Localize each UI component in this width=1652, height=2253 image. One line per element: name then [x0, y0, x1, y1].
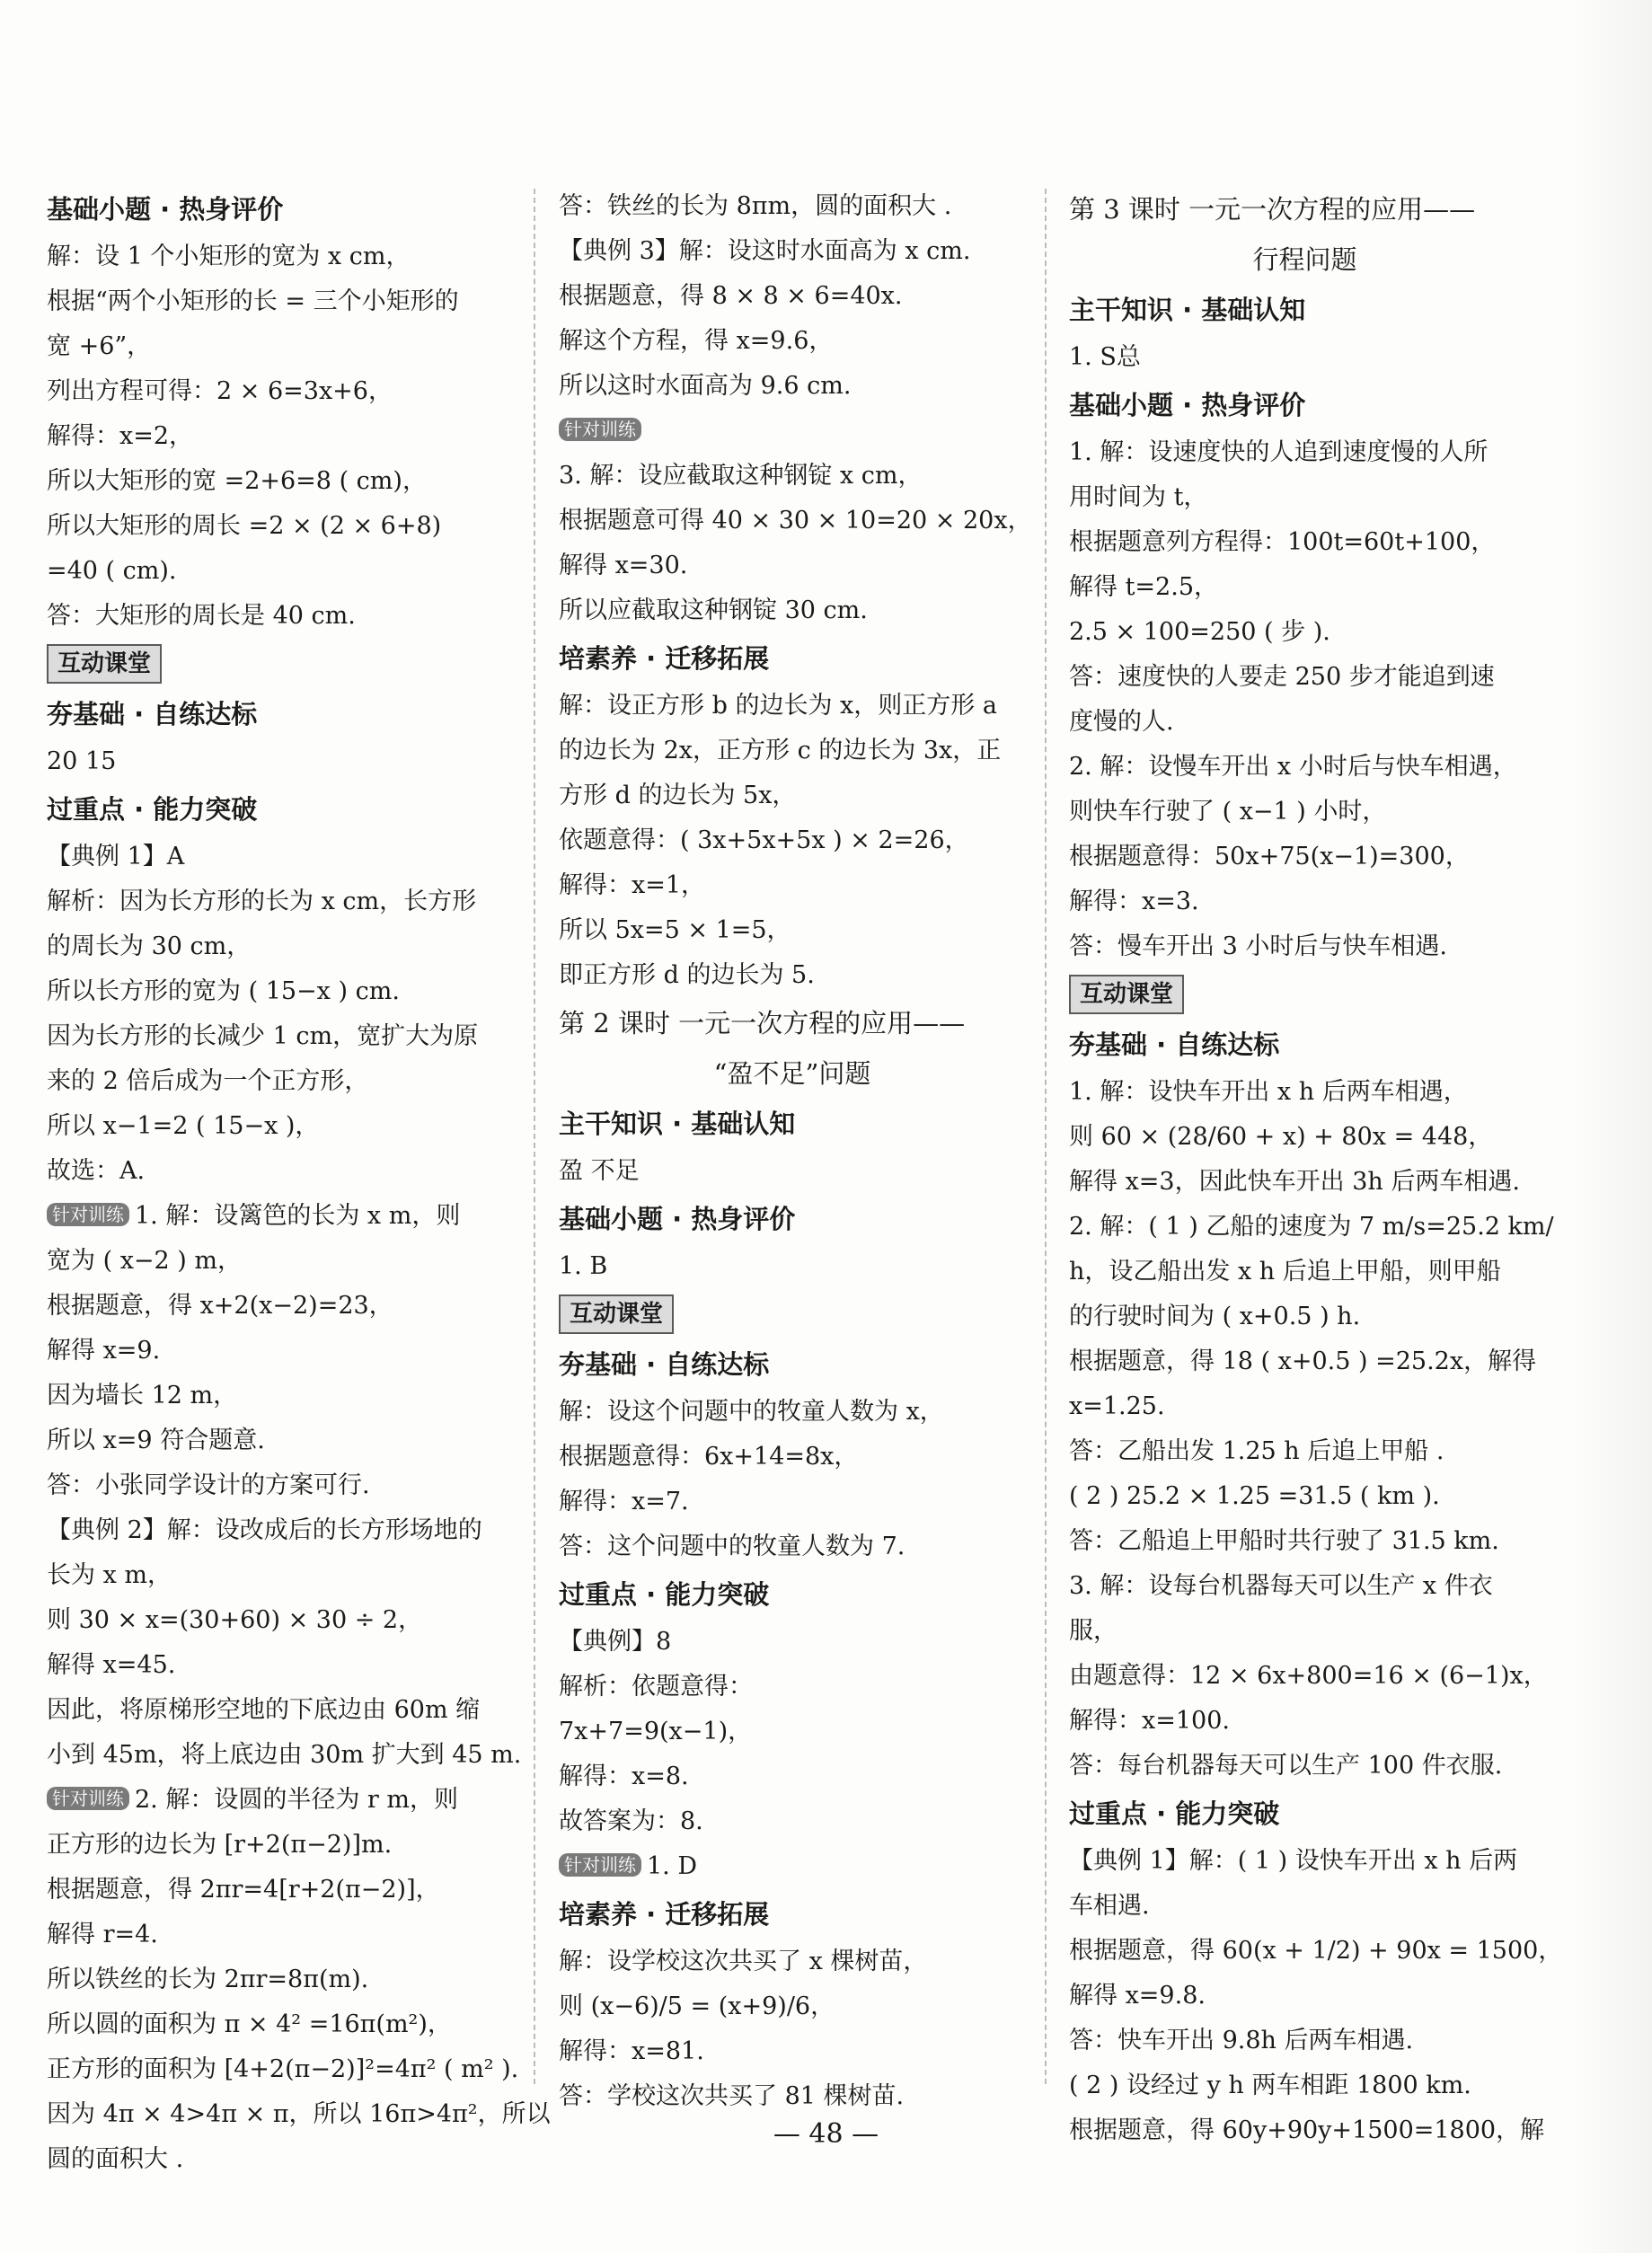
line-text: 小到 45m，将上底边由 30m 扩大到 45 m. [47, 1741, 522, 1769]
text-line [559, 274, 1026, 319]
text-line [559, 454, 1026, 499]
text-line [559, 1524, 1026, 1569]
text-line [47, 1957, 514, 2002]
line-text: 即正方形 d 的边长为 5. [559, 961, 815, 989]
line-text: 解：设这个问题中的牧童人数为 x， [559, 1398, 944, 1426]
line-text: ( 2 ) 设经过 y h 两车相距 1800 km. [1069, 2072, 1471, 2099]
line-text: 根据题意，得 x+2(x−2)=23， [47, 1292, 393, 1320]
text-line [47, 1778, 514, 1823]
line-text: 解析：因为长方形的长为 x cm，长方形 [47, 888, 477, 915]
text-line [559, 588, 1026, 633]
column-divider [534, 189, 535, 2084]
line-text: 所以圆的面积为 π × 4² =16π(m²)， [47, 2010, 452, 2038]
line-text: 答：每台机器每天可以生产 100 件衣服. [1069, 1752, 1503, 1780]
line-text: 圆的面积大 . [47, 2145, 184, 2173]
line-text: 的行驶时间为 ( x+0.5 ) h. [1069, 1303, 1361, 1330]
column-left [47, 184, 551, 2182]
line-text: 根据题意，得 60(x + 1/2) + 90x = 1500， [1069, 1937, 1563, 1965]
line-text: 列出方程可得：2 × 6=3x+6， [47, 377, 393, 405]
line-text: 答：乙船出发 1.25 h 后追上甲船 . [1069, 1437, 1444, 1465]
text-line [1069, 1699, 1541, 1744]
line-text: 1. 解：设速度快的人追到速度慢的人所 [1069, 438, 1489, 466]
line-text: 正方形的面积为 [4+2(π−2)]²=4π² ( m² ). [47, 2055, 519, 2083]
line-text: 服， [1069, 1617, 1118, 1645]
text-line [559, 684, 1026, 729]
text-line [559, 729, 1026, 773]
practice-tag: 针对训练 [559, 418, 641, 441]
text-line [559, 818, 1026, 863]
section-heading [559, 633, 1026, 684]
text-line [1069, 2019, 1541, 2063]
text-line [1069, 1609, 1541, 1654]
line-text: 根据题意得：50x+75(x−1)=300， [1069, 843, 1470, 870]
line-text: 来的 2 倍后成为一个正方形， [47, 1067, 369, 1095]
text-line [1069, 1250, 1541, 1294]
line-text: 所以 x=9 符合题意. [47, 1427, 265, 1454]
text-line [47, 1553, 514, 1598]
line-text: 依题意得：( 3x+5x+5x ) × 2=26， [559, 826, 969, 854]
practice-tag: 针对训练 [47, 1203, 129, 1226]
text-line [1069, 520, 1541, 565]
text-line [559, 364, 1026, 409]
line-text: 根据题意，得 2πr=4[r+2(π−2)]， [47, 1876, 440, 1904]
line-text: 答：铁丝的长为 8πm，圆的面积大 . [559, 192, 952, 220]
text-line [559, 543, 1026, 588]
line-text: 则 30 × x=(30+60) × 30 ÷ 2， [47, 1606, 423, 1634]
text-line [1069, 335, 1541, 380]
text-line [559, 2029, 1026, 2074]
line-text: 解得：x=7. [559, 1488, 689, 1515]
text-line [1069, 1384, 1541, 1429]
line-text: 解析：依题意得： [559, 1673, 753, 1701]
text-line [559, 1665, 1026, 1710]
text-line [559, 1754, 1026, 1799]
text-line [1069, 1474, 1541, 1519]
line-text: 所以铁丝的长为 2πr=8π(m). [47, 1966, 369, 1993]
line-text: 根据题意，得 60y+90y+1500=1800，解 [1069, 2116, 1545, 2144]
text-line [1069, 1339, 1541, 1384]
chapter-title [1069, 234, 1541, 285]
text-line [559, 1620, 1026, 1665]
line-text: 【典例 1】解：( 1 ) 设快车开出 x h 后两 [1069, 1847, 1518, 1875]
line-text: 1. D [647, 1852, 697, 1880]
line-text: 答：速度快的人要走 250 步才能追到速 [1069, 663, 1495, 691]
text-line [1069, 1884, 1541, 1929]
text-line [1069, 700, 1541, 745]
text-line [559, 1799, 1026, 1844]
line-text: 根据题意列方程得：100t=60t+100， [1069, 528, 1496, 556]
line-text: 答：慢车开出 3 小时后与快车相遇. [1069, 932, 1447, 960]
line-text: 解得：x=81. [559, 2037, 704, 2065]
line-text: 2. 解：设圆的半径为 r m，则 [135, 1786, 459, 1814]
text-line [47, 594, 514, 639]
text-line [47, 1643, 514, 1688]
column-divider [1045, 189, 1047, 2084]
line-text: 解得 x=45. [47, 1651, 176, 1679]
line-text: 解得 r=4. [47, 1921, 158, 1948]
section-heading [559, 1889, 1026, 1939]
chapter-title [559, 998, 1026, 1048]
text-line [47, 1014, 514, 1059]
chapter-title [1069, 184, 1541, 234]
text-line [1069, 1294, 1541, 1339]
line-text: ( 2 ) 25.2 × 1.25 =31.5 ( km ). [1069, 1482, 1440, 1510]
line-text: 答：这个问题中的牧童人数为 7. [559, 1533, 906, 1560]
line-text: 根据题意可得 40 × 30 × 10=20 × 20x， [559, 507, 1032, 535]
line-text: 夯基础 · 自练达标 [1069, 1029, 1280, 1060]
text-line [47, 279, 514, 324]
line-text: “盈不足”问题 [713, 1058, 871, 1089]
column-middle [559, 184, 1032, 2119]
section-banner [559, 1294, 674, 1334]
line-text: 基础小题 · 热身评价 [1069, 390, 1306, 420]
section-heading [559, 1339, 1026, 1390]
text-line [1069, 1974, 1541, 2019]
line-text: 解得：x=2， [47, 422, 194, 450]
section-heading [559, 1194, 1026, 1244]
line-text: 3. 解：设应截取这种钢锭 x cm， [559, 462, 923, 490]
line-text: 所以这时水面高为 9.6 cm. [559, 372, 852, 400]
text-line [47, 1733, 522, 1778]
line-text: 所以大矩形的周长 =2 × (2 × 6+8) [47, 512, 442, 540]
line-text: 所以长方形的宽为 ( 15−x ) cm. [47, 977, 400, 1005]
text-line [47, 969, 514, 1014]
line-text: 解得：x=3. [1069, 888, 1199, 915]
text-line [559, 953, 1026, 998]
text-line [1069, 2063, 1541, 2108]
line-text: 因为长方形的长减少 1 cm，宽扩大为原 [47, 1022, 479, 1050]
text-line [47, 1194, 514, 1239]
text-line [1069, 475, 1541, 520]
text-line [47, 324, 514, 369]
line-text: 过重点 · 能力突破 [47, 794, 258, 825]
text-line [559, 1984, 1026, 2029]
line-text: 答：快车开出 9.8h 后两车相遇. [1069, 2027, 1414, 2054]
line-text: 1. 解：设快车开出 x h 后两车相遇， [1069, 1078, 1468, 1106]
line-text: 行程问题 [1252, 244, 1357, 275]
text-line [47, 739, 514, 784]
line-text: 主干知识 · 基础认知 [559, 1109, 796, 1139]
line-text: 第 2 课时 一元一次方程的应用—— [559, 1008, 966, 1038]
line-text: 1. 解：设篱笆的长为 x m，则 [135, 1202, 461, 1230]
line-text: 培素养 · 迁移拓展 [559, 643, 770, 674]
line-text: 的边长为 2x，正方形 c 的边长为 3x，正 [559, 737, 1002, 764]
text-line [559, 1435, 1026, 1480]
line-text: x=1.25. [1069, 1392, 1165, 1420]
text-line [47, 1868, 514, 1913]
text-line [559, 1390, 1026, 1435]
text-line [559, 1244, 1026, 1289]
line-text: 解得 x=30. [559, 552, 688, 579]
text-line [1069, 1160, 1541, 1205]
text-line [1069, 924, 1541, 969]
line-text: 故选：A. [47, 1157, 146, 1185]
line-text: 所以 x−1=2 ( 15−x )， [47, 1112, 320, 1140]
text-line [47, 1823, 514, 1868]
text-line [559, 908, 1026, 953]
section-heading [559, 1569, 1026, 1620]
text-line [559, 1149, 1026, 1194]
text-line [1069, 430, 1541, 475]
section-heading [47, 184, 514, 234]
text-line [559, 1480, 1026, 1524]
line-text: 因此，将原梯形空地的下底边由 60m 缩 [47, 1696, 481, 1724]
line-text: 所以 5x=5 × 1=5， [559, 916, 791, 944]
line-text: 过重点 · 能力突破 [559, 1579, 770, 1610]
practice-tag: 针对训练 [47, 1787, 129, 1810]
section-heading [1069, 1789, 1541, 1839]
text-line [47, 369, 514, 414]
line-text: 【典例 2】解：设改成后的长方形场地的 [47, 1516, 482, 1544]
text-line [1069, 1654, 1548, 1699]
practice-tag: 针对训练 [559, 1853, 641, 1877]
line-text: 解得：x=1， [559, 871, 706, 899]
text-line [47, 549, 514, 594]
text-line [47, 234, 514, 279]
section-heading [47, 689, 514, 739]
section-heading [1069, 380, 1541, 430]
text-line [1069, 1115, 1541, 1160]
text-line [559, 2074, 1026, 2119]
line-text: 解得 x=9.8. [1069, 1982, 1206, 2010]
line-text: 根据题意，得 18 ( x+0.5 ) =25.2x，解得 [1069, 1347, 1537, 1375]
line-text: 答：小张同学设计的方案可行. [47, 1471, 370, 1499]
text-line [47, 1598, 514, 1643]
line-text: 【典例】8 [559, 1628, 672, 1656]
line-text: 则 (x−6)/5 = (x+9)/6， [559, 1992, 835, 2020]
line-text: 3. 解：设每台机器每天可以生产 x 件衣 [1069, 1572, 1493, 1600]
line-text: 解：设 1 个小矩形的宽为 x cm， [47, 243, 411, 270]
line-text: 度慢的人. [1069, 708, 1174, 736]
text-line [1069, 655, 1541, 700]
line-text: 根据题意，得 8 × 8 × 6=40x. [559, 282, 903, 310]
text-line [559, 863, 1026, 908]
line-text: 根据“两个小矩形的长 = 三个小矩形的 [47, 287, 459, 315]
text-line [559, 1844, 1026, 1889]
line-text: 则 60 × (28/60 + x) + 80x = 448， [1069, 1123, 1493, 1151]
line-text: 20 15 [47, 747, 117, 775]
line-text: 夯基础 · 自练达标 [559, 1349, 770, 1380]
line-text: 盈 不足 [559, 1157, 640, 1185]
text-line [1069, 610, 1541, 655]
line-text: 解：设正方形 b 的边长为 x，则正方形 a [559, 692, 997, 720]
line-text: 则快车行驶了 ( x−1 ) 小时， [1069, 798, 1387, 826]
text-line [47, 1463, 514, 1508]
line-text: 根据题意得：6x+14=8x， [559, 1443, 859, 1471]
line-text: 用时间为 t， [1069, 483, 1208, 511]
banner-label: 互动课堂 [1080, 981, 1174, 1008]
line-text: 解得：x=100. [1069, 1707, 1230, 1735]
line-text: 答：大矩形的周长是 40 cm. [47, 602, 356, 630]
line-text: 因为 4π × 4>4π × π，所以 16π>4π²，所以 [47, 2100, 551, 2128]
line-text: 培素养 · 迁移拓展 [559, 1899, 770, 1930]
line-text: 答：学校这次共买了 81 棵树苗. [559, 2082, 905, 2110]
line-text: 基础小题 · 热身评价 [559, 1204, 796, 1234]
line-text: h，设乙船出发 x h 后追上甲船，则甲船 [1069, 1258, 1501, 1286]
line-text: 解这个方程，得 x=9.6， [559, 327, 834, 355]
section-heading [47, 784, 514, 835]
line-text: 所以应截取这种钢锭 30 cm. [559, 596, 868, 624]
text-line [1069, 1839, 1541, 1884]
text-line [47, 1059, 514, 1104]
text-line [1069, 835, 1541, 879]
line-text: 由题意得：12 × 6x+800=16 × (6−1)x， [1069, 1662, 1548, 1690]
text-line [47, 835, 514, 879]
line-text: 车相遇. [1069, 1892, 1150, 1920]
line-text: 解得 x=3，因此快车开出 3h 后两车相遇. [1069, 1168, 1520, 1196]
line-text: 第 3 课时 一元一次方程的应用—— [1069, 194, 1476, 225]
text-line [1069, 879, 1541, 924]
column-right [1069, 184, 1563, 2153]
text-line [47, 924, 514, 969]
text-line [47, 1913, 514, 1957]
text-line [47, 1239, 514, 1284]
line-text: 2. 解：设慢车开出 x 小时后与快车相遇， [1069, 753, 1517, 781]
line-text: 1. S总 [1069, 343, 1141, 371]
text-line [1069, 1564, 1541, 1609]
section-banner [47, 644, 162, 684]
text-line [47, 504, 514, 549]
banner-label: 互动课堂 [57, 650, 152, 677]
text-line [47, 1418, 514, 1463]
text-line [1069, 1070, 1541, 1115]
line-text: 2. 解：( 1 ) 乙船的速度为 7 m/s=25.2 km/ [1069, 1213, 1554, 1241]
text-line [47, 1508, 514, 1553]
line-text: 宽 +6”， [47, 332, 152, 360]
line-text: 夯基础 · 自练达标 [47, 699, 258, 729]
line-text: 7x+7=9(x−1)， [559, 1718, 753, 1745]
text-line [47, 1104, 514, 1149]
line-text: 方形 d 的边长为 5x， [559, 782, 797, 809]
text-line [47, 414, 514, 459]
text-line [1069, 1519, 1541, 1564]
text-line [47, 2047, 519, 2092]
section-heading [559, 1099, 1026, 1149]
line-text: 解得 x=9. [47, 1337, 161, 1365]
text-line [47, 459, 514, 504]
line-text: 答：乙船追上甲船时共行驶了 31.5 km. [1069, 1527, 1499, 1555]
line-text: 基础小题 · 热身评价 [47, 194, 284, 225]
text-line [559, 184, 1026, 229]
line-text: 故答案为：8. [559, 1807, 703, 1835]
line-text: 过重点 · 能力突破 [1069, 1798, 1280, 1829]
banner-label: 互动课堂 [570, 1301, 664, 1328]
line-text: 的周长为 30 cm， [47, 932, 252, 960]
line-text: 2.5 × 100=250 ( 步 ). [1069, 618, 1330, 646]
text-line [47, 1284, 514, 1329]
text-line [47, 1329, 514, 1374]
line-text: 【典例 1】A [47, 843, 185, 870]
line-text: 解得 t=2.5， [1069, 573, 1218, 601]
line-text: 解：设学校这次共买了 x 棵树苗， [559, 1948, 928, 1975]
line-text: 所以大矩形的宽 =2+6=8 ( cm)， [47, 467, 427, 495]
text-line [47, 879, 514, 924]
text-line [47, 2002, 514, 2047]
section-banner [1069, 975, 1184, 1014]
text-line [47, 1374, 514, 1418]
page-edge-shadow [1571, 0, 1652, 2253]
line-text: =40 ( cm). [47, 557, 177, 585]
chapter-title [559, 1048, 1026, 1099]
line-text: 长为 x m， [47, 1561, 172, 1589]
text-line [47, 1149, 514, 1194]
line-text: 【典例 3】解：设这时水面高为 x cm. [559, 237, 971, 265]
text-line [559, 499, 1032, 543]
text-line [1069, 1429, 1541, 1474]
line-text: 1. B [559, 1252, 608, 1280]
line-text: 解得：x=8. [559, 1763, 689, 1790]
text-line [559, 1939, 1026, 1984]
text-line [559, 229, 1026, 274]
text-line [1069, 565, 1541, 610]
text-line [559, 1710, 1026, 1754]
text-line [1069, 1929, 1563, 1974]
text-line [1069, 1744, 1541, 1789]
text-line [559, 319, 1026, 364]
line-text: 宽为 ( x−2 ) m， [47, 1247, 243, 1275]
line-text: 主干知识 · 基础认知 [1069, 295, 1306, 325]
line-text: 因为墙长 12 m， [47, 1382, 238, 1409]
text-line [559, 773, 1026, 818]
line-text: 正方形的边长为 [r+2(π−2)]m. [47, 1831, 393, 1859]
section-heading [1069, 1020, 1541, 1070]
text-line [1069, 745, 1541, 790]
text-line [47, 1688, 514, 1733]
text-line [1069, 1205, 1554, 1250]
section-heading [1069, 285, 1541, 335]
text-line [559, 409, 1026, 454]
text-line [1069, 790, 1541, 835]
page-number: — 48 — [773, 2118, 879, 2150]
